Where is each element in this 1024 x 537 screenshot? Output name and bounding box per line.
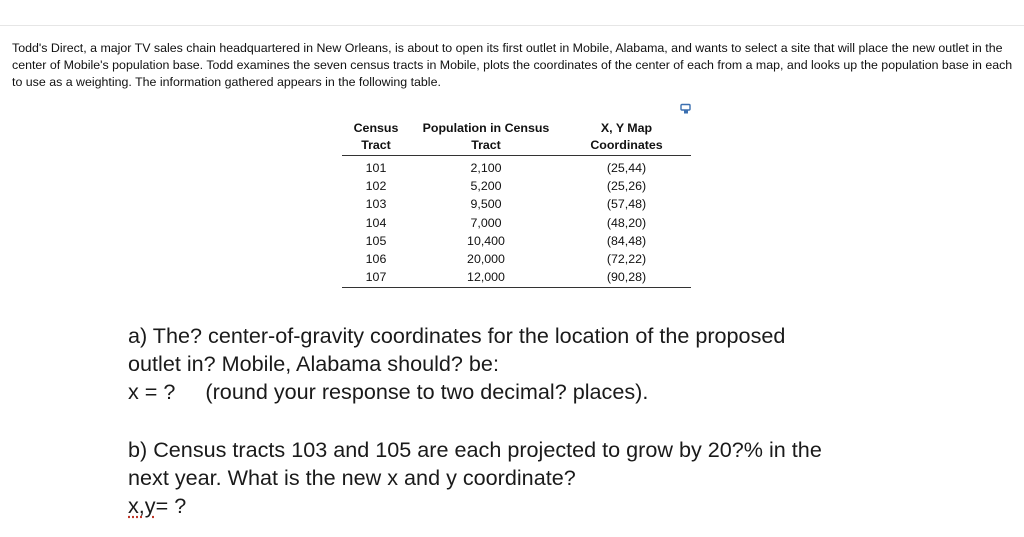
question-b-line2: next year. What is the new x and y coordinate? (128, 465, 576, 490)
answer-xy-label: x,y (128, 493, 156, 518)
cell-tract: 102 (365, 179, 387, 194)
cell-coordinates: (25,44) (606, 161, 647, 175)
cell-population: 2,100 (470, 161, 502, 175)
question-b-line1: b) Census tracts 103 and 105 are each projected to grow by 20?% in the (128, 437, 822, 462)
cell-coordinates: (84,48) (606, 233, 647, 248)
cell-population: 7,000 (470, 215, 502, 230)
cell-population: 10,400 (467, 233, 505, 248)
header-census-line2: Tract (342, 136, 410, 156)
question-a-line3 (128, 378, 908, 406)
table-row (342, 156, 691, 178)
header-coordinates-line2: Coordinates (562, 136, 691, 156)
cell-population: 20,000 (467, 252, 505, 267)
rounding-instruction: (round your response to two decimal? places). (205, 379, 649, 404)
question-b-line3 (128, 492, 908, 520)
answer-xy-prompt[interactable]: = ? (155, 493, 187, 518)
cell-tract: 107 (342, 268, 410, 288)
cell-tract: 101 (365, 161, 387, 175)
table-row (342, 250, 691, 268)
copy-icon[interactable] (680, 103, 692, 115)
cell-coordinates: (72,22) (606, 252, 647, 267)
table-row (342, 177, 691, 195)
cell-population: 9,500 (470, 197, 502, 212)
question-a-line2: outlet in? Mobile, Alabama should? be: (128, 351, 499, 376)
header-coordinates-line1: X, Y Map (600, 121, 653, 135)
top-divider (0, 25, 1024, 26)
table-row (342, 232, 691, 250)
cell-tract: 106 (365, 252, 387, 267)
problem-intro-text: Todd's Direct, a major TV sales chain headquartered in New Orleans, is about to open its first outlet in Mobile, Alabama, and wants to select a site that will place the new outlet in the center of Mobile's population base. Todd examines the seven census tracts in Mobile, plots the coordinates of the center of each from a map, and looks up the population base in each to use as a weighting. The information gathered appears in the following table. (12, 41, 1013, 89)
census-table (342, 119, 691, 288)
header-population-line1: Population in Census (422, 121, 550, 135)
table-row (342, 195, 691, 213)
cell-coordinates: (57,48) (606, 197, 647, 212)
table-row (342, 214, 691, 232)
cell-tract: 105 (365, 233, 387, 248)
question-b (128, 436, 908, 520)
cell-coordinates: (90,28) (562, 268, 691, 288)
cell-coordinates: (25,26) (606, 179, 647, 194)
table-row (342, 268, 691, 288)
census-data-table (342, 119, 691, 288)
header-population-line2: Tract (410, 136, 562, 156)
cell-tract: 104 (365, 215, 387, 230)
question-a (128, 322, 908, 406)
question-a-line1: a) The? center-of-gravity coordinates for the location of the proposed (128, 323, 786, 348)
cell-tract: 103 (365, 197, 387, 212)
header-census-line1: Census (353, 121, 399, 135)
cell-coordinates: (48,20) (606, 215, 647, 230)
cell-population: 12,000 (410, 268, 562, 288)
answer-x-prompt[interactable]: x = ? (128, 379, 176, 404)
cell-population: 5,200 (470, 179, 502, 194)
